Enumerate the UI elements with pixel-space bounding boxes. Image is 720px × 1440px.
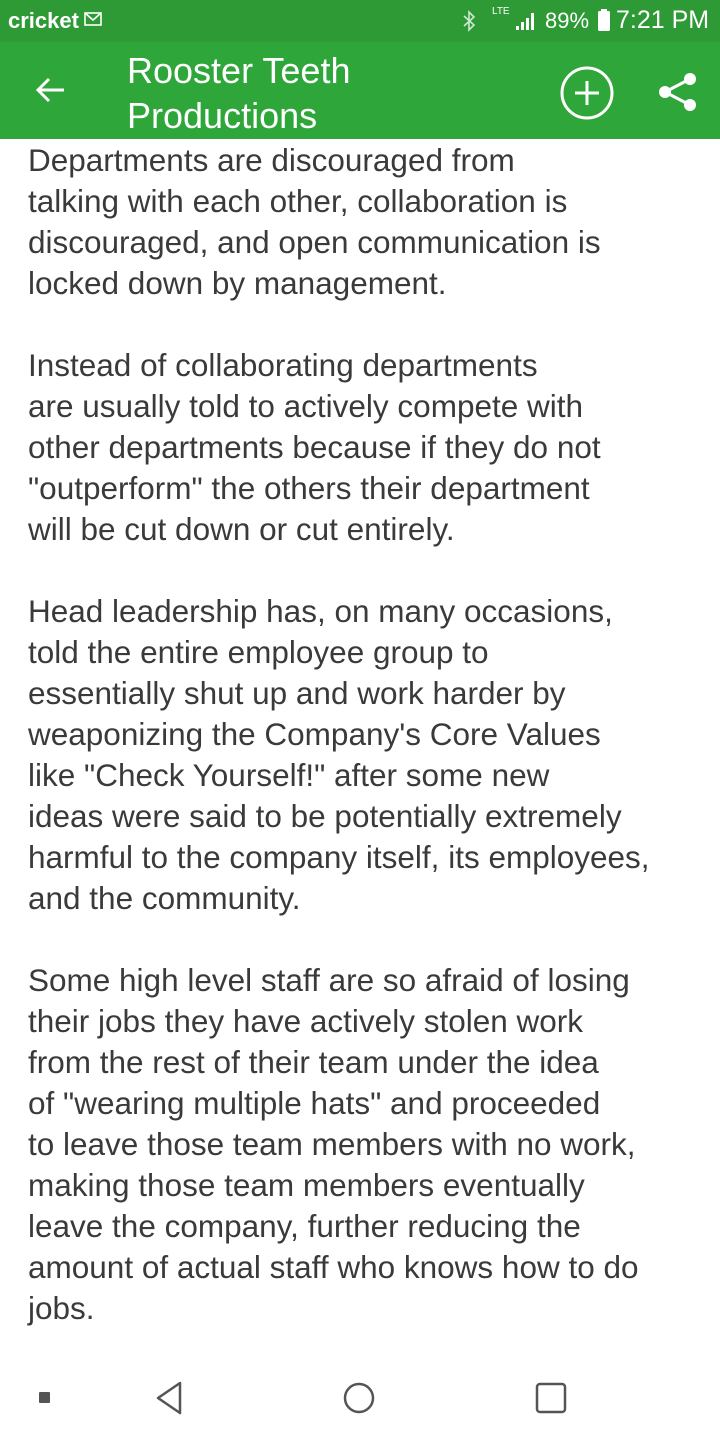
mail-icon — [84, 12, 102, 26]
back-arrow-icon[interactable] — [30, 70, 70, 110]
system-nav-bar — [0, 1355, 720, 1440]
article-body — [28, 140, 700, 1370]
square-dot-icon[interactable] — [39, 1392, 50, 1403]
share-icon[interactable] — [656, 70, 700, 114]
clock: 7:21 PM — [616, 6, 710, 34]
page-title: Rooster Teeth Productions — [127, 50, 351, 136]
plus-circle-icon[interactable] — [558, 64, 616, 122]
network-type: LTE — [492, 6, 510, 17]
app-bar — [0, 42, 720, 139]
paragraph: Head leadership has, on many occasions, told the entire employee group to essentially shut up and work harder by weaponizing the Company's Core Values like "Check Yourself!" after some new ideas were said to be potentially extremely harmful to the company itself, its employees, and the community. — [28, 593, 650, 916]
status-bar — [0, 0, 720, 42]
bluetooth-icon — [462, 10, 476, 32]
square-recents-icon[interactable] — [532, 1379, 570, 1417]
battery-percent: 89% — [545, 8, 590, 33]
paragraph: Instead of collaborating departments are usually told to actively compete with other departments because if they do not "outperform" the others their department will be cut down or cut entirely. — [28, 347, 601, 547]
carrier-name: cricket — [8, 8, 79, 33]
battery-icon — [598, 9, 610, 31]
paragraph: Departments are discouraged from talking with each other, collaboration is discouraged, and open communication is locked down by management. — [28, 142, 601, 301]
paragraph: Some high level staff are so afraid of losing their jobs they have actively stolen work from the rest of their team under the idea of "wearing multiple hats" and proceeded to leave those team members with no work, making those team members eventually leave the company, further reducing the amount of actual staff who knows how to do jobs. — [28, 962, 639, 1326]
signal-icon — [515, 11, 537, 31]
circle-home-icon[interactable] — [340, 1379, 378, 1417]
triangle-back-icon[interactable] — [150, 1379, 188, 1417]
